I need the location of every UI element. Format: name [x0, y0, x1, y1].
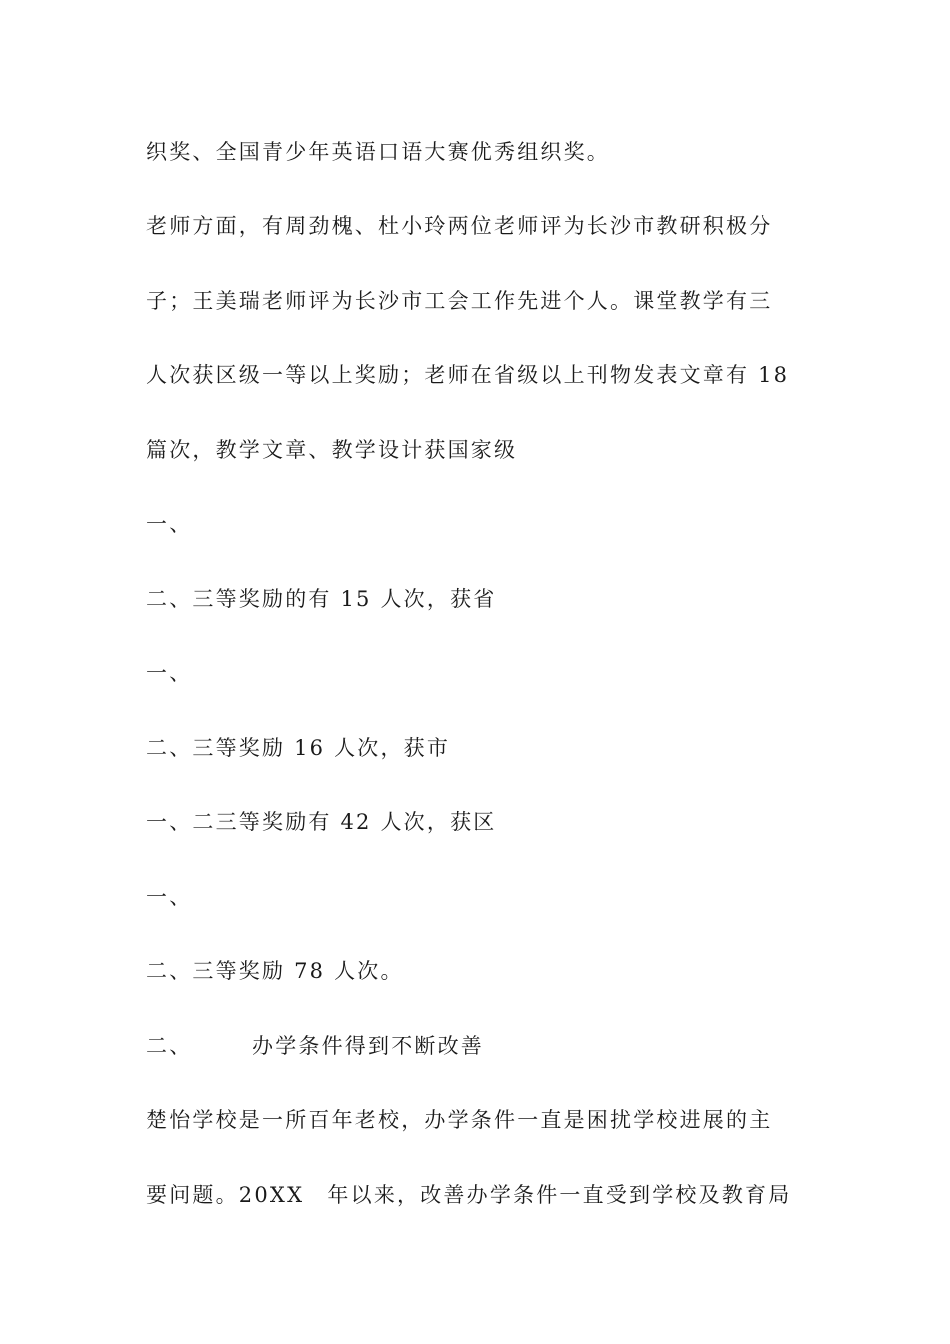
- paragraph-line: 老师方面，有周劲槐、杜小玲两位老师评为长沙市教研积极分: [146, 214, 773, 238]
- paragraph-line: 一、: [146, 885, 193, 909]
- paragraph-line: 二、三等奖励 78 人次。: [146, 959, 404, 983]
- paragraph-line: 人次获区级一等以上奖励；老师在省级以上刊物发表文章有 18: [146, 363, 790, 387]
- paragraph-line: 一、: [146, 661, 193, 685]
- paragraph-line: 二、三等奖励的有 15 人次，获省: [146, 587, 497, 611]
- paragraph-line: 二、三等奖励 16 人次，获市: [146, 736, 451, 760]
- section-heading: [146, 1031, 826, 1061]
- paragraph-line: 一、: [146, 512, 193, 536]
- section-heading-number: 二、: [146, 1034, 193, 1058]
- paragraph-line: 织奖、全国青少年英语口语大赛优秀组织奖。: [146, 140, 610, 164]
- paragraph-line: 楚怡学校是一所百年老校，办学条件一直是困扰学校进展的主: [146, 1108, 773, 1132]
- paragraph-line: 篇次，教学文章、教学设计获国家级: [146, 438, 518, 462]
- paragraph-line: 一、二三等奖励有 42 人次，获区: [146, 810, 497, 834]
- paragraph-line: 子；王美瑞老师评为长沙市工会工作先进个人。课堂教学有三: [146, 289, 773, 313]
- section-heading-title: 办学条件得到不断改善: [252, 1034, 484, 1058]
- paragraph-line: 要问题。20XX 年以来，改善办学条件一直受到学校及教育局: [146, 1183, 792, 1207]
